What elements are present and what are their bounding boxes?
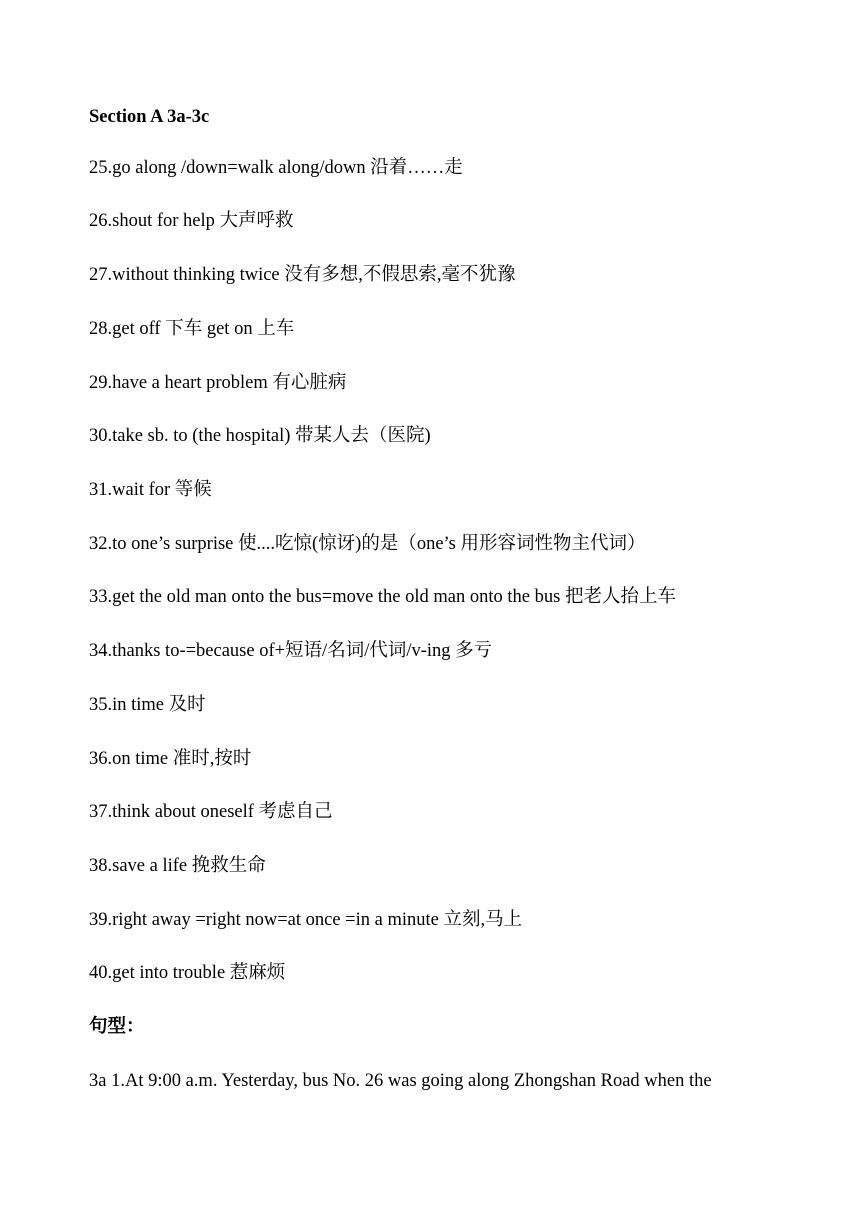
phrase-item: 37.think about oneself 考虑自己 — [89, 802, 333, 822]
phrase-item: 33.get the old man onto the bus=move the old man onto the bus 把老人抬上车 — [89, 587, 676, 607]
sentence-item: 3a 1.At 9:00 a.m. Yesterday, bus No. 26 was going along Zhongshan Road when the — [89, 1071, 712, 1091]
phrase-item: 28.get off 下车 get on 上车 — [89, 319, 295, 339]
phrase-item: 31.wait for 等候 — [89, 480, 212, 500]
phrase-item: 27.without thinking twice 没有多想,不假思索,毫不犹豫 — [89, 265, 516, 285]
phrase-item: 25.go along /down=walk along/down 沿着……走 — [89, 158, 463, 178]
phrase-item: 40.get into trouble 惹麻烦 — [89, 963, 286, 983]
phrase-item: 39.right away =right now=at once =in a minute 立刻,马上 — [89, 910, 523, 930]
section-title: Section A 3a-3c — [89, 107, 210, 127]
phrase-item: 26.shout for help 大声呼救 — [89, 211, 294, 231]
phrase-item: 34.thanks to-=because of+短语/名词/代词/v-ing 多亏 — [89, 641, 493, 661]
sentence-heading: 句型： — [89, 1016, 145, 1037]
phrase-item: 32.to one’s surprise 使....吃惊(惊讶)的是（one’s 用形容词性物主代词） — [89, 534, 646, 554]
phrase-item: 30.take sb. to (the hospital) 带某人去（医院) — [89, 426, 431, 446]
phrase-item: 36.on time 准时,按时 — [89, 749, 252, 769]
phrase-item: 38.save a life 挽救生命 — [89, 856, 266, 876]
phrase-item: 29.have a heart problem 有心脏病 — [89, 373, 347, 393]
phrase-item: 35.in time 及时 — [89, 695, 206, 715]
